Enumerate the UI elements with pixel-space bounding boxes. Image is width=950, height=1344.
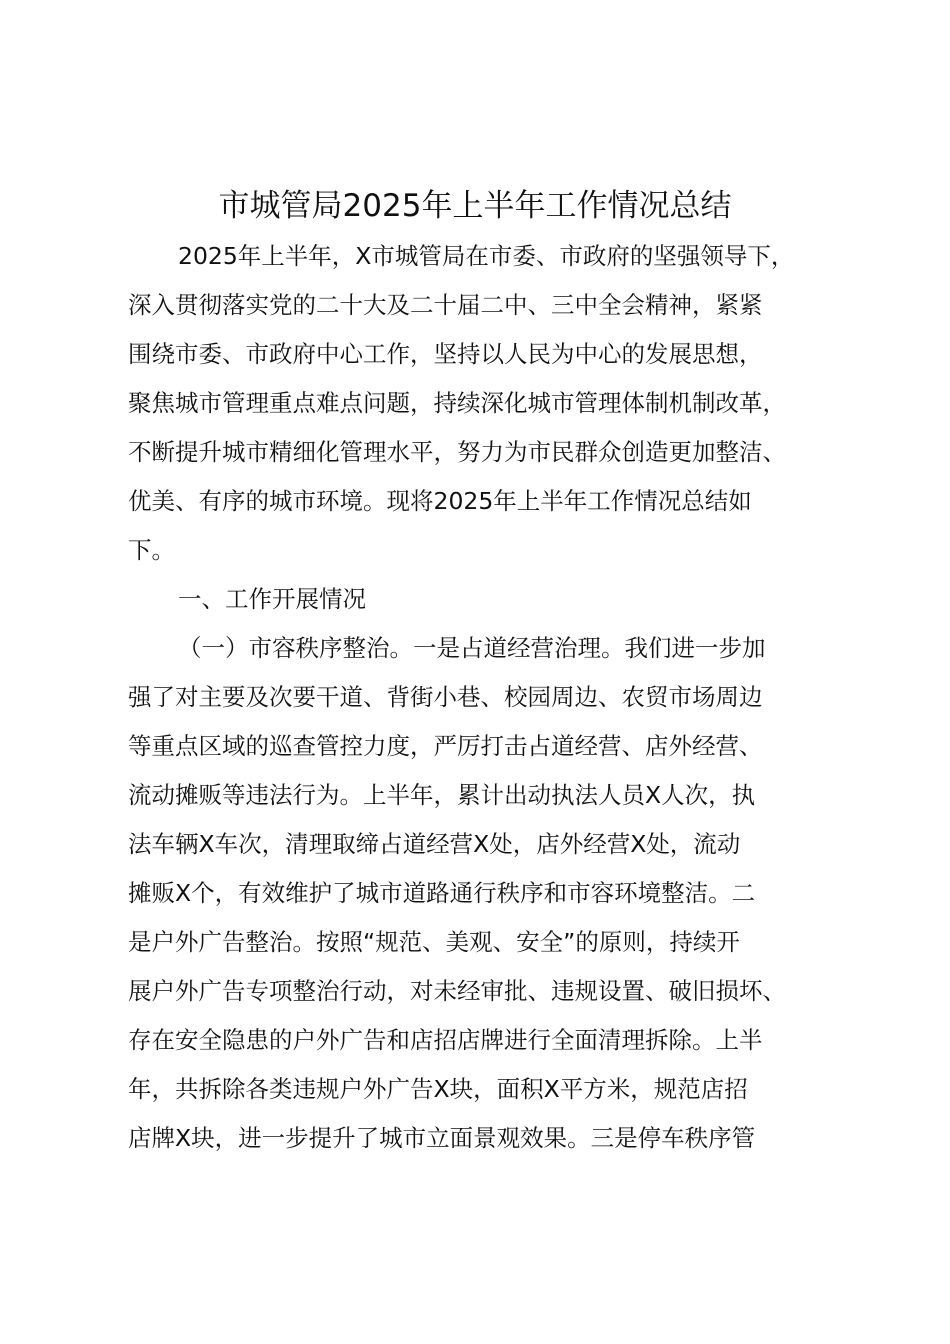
document-body [128,232,858,1163]
paragraph-line: 店牌X块，进一步提升了城市立面景观效果。三是停车秩序管 [128,1124,756,1152]
paragraph-line: 存在安全隐患的户外广告和店招店牌进行全面清理拆除。上半 [128,1026,763,1054]
paragraph-line: 强了对主要及次要干道、背街小巷、校园周边、农贸市场周边 [128,683,763,711]
paragraph-line: 围绕市委、市政府中心工作，坚持以人民为中心的发展思想， [128,340,763,368]
section-heading: 一、工作开展情况 [178,585,366,613]
paragraph-line: 聚焦城市管理重点难点问题，持续深化城市管理体制机制改革， [128,389,786,417]
paragraph-line: 展户外广告专项整治行动，对未经审批、违规设置、破旧损坏、 [128,977,786,1005]
paragraph-line: 优美、有序的城市环境。现将2025年上半年工作情况总结如 [128,487,752,515]
paragraph-line: 下。 [128,536,175,564]
document-title: 市城管局2025年上半年工作情况总结 [218,188,732,224]
paragraph-line: 法车辆X车次，清理取缔占道经营X处，店外经营X处，流动 [128,830,741,858]
paragraph-line: 流动摊贩等违法行为。上半年，累计出动执法人员X人次，执 [128,781,756,809]
paragraph-line: 等重点区域的巡查管控力度，严厉打击占道经营、店外经营、 [128,732,763,760]
paragraph-line: （一）市容秩序整治。一是占道经营治理。我们进一步加 [178,634,766,662]
paragraph-line: 摊贩X个，有效维护了城市道路通行秩序和市容环境整洁。二 [128,879,756,907]
paragraph-line: 深入贯彻落实党的二十大及二十届二中、三中全会精神，紧紧 [128,291,763,319]
paragraph-line: 是户外广告整治。按照“规范、美观、安全”的原则，持续开 [128,928,740,956]
paragraph-line: 2025年上半年，X市城管局在市委、市政府的坚强领导下， [178,242,795,270]
paragraph-line: 年，共拆除各类违规户外广告X块，面积X平方米，规范店招 [128,1075,748,1103]
paragraph-line: 不断提升城市精细化管理水平，努力为市民群众创造更加整洁、 [128,438,786,466]
